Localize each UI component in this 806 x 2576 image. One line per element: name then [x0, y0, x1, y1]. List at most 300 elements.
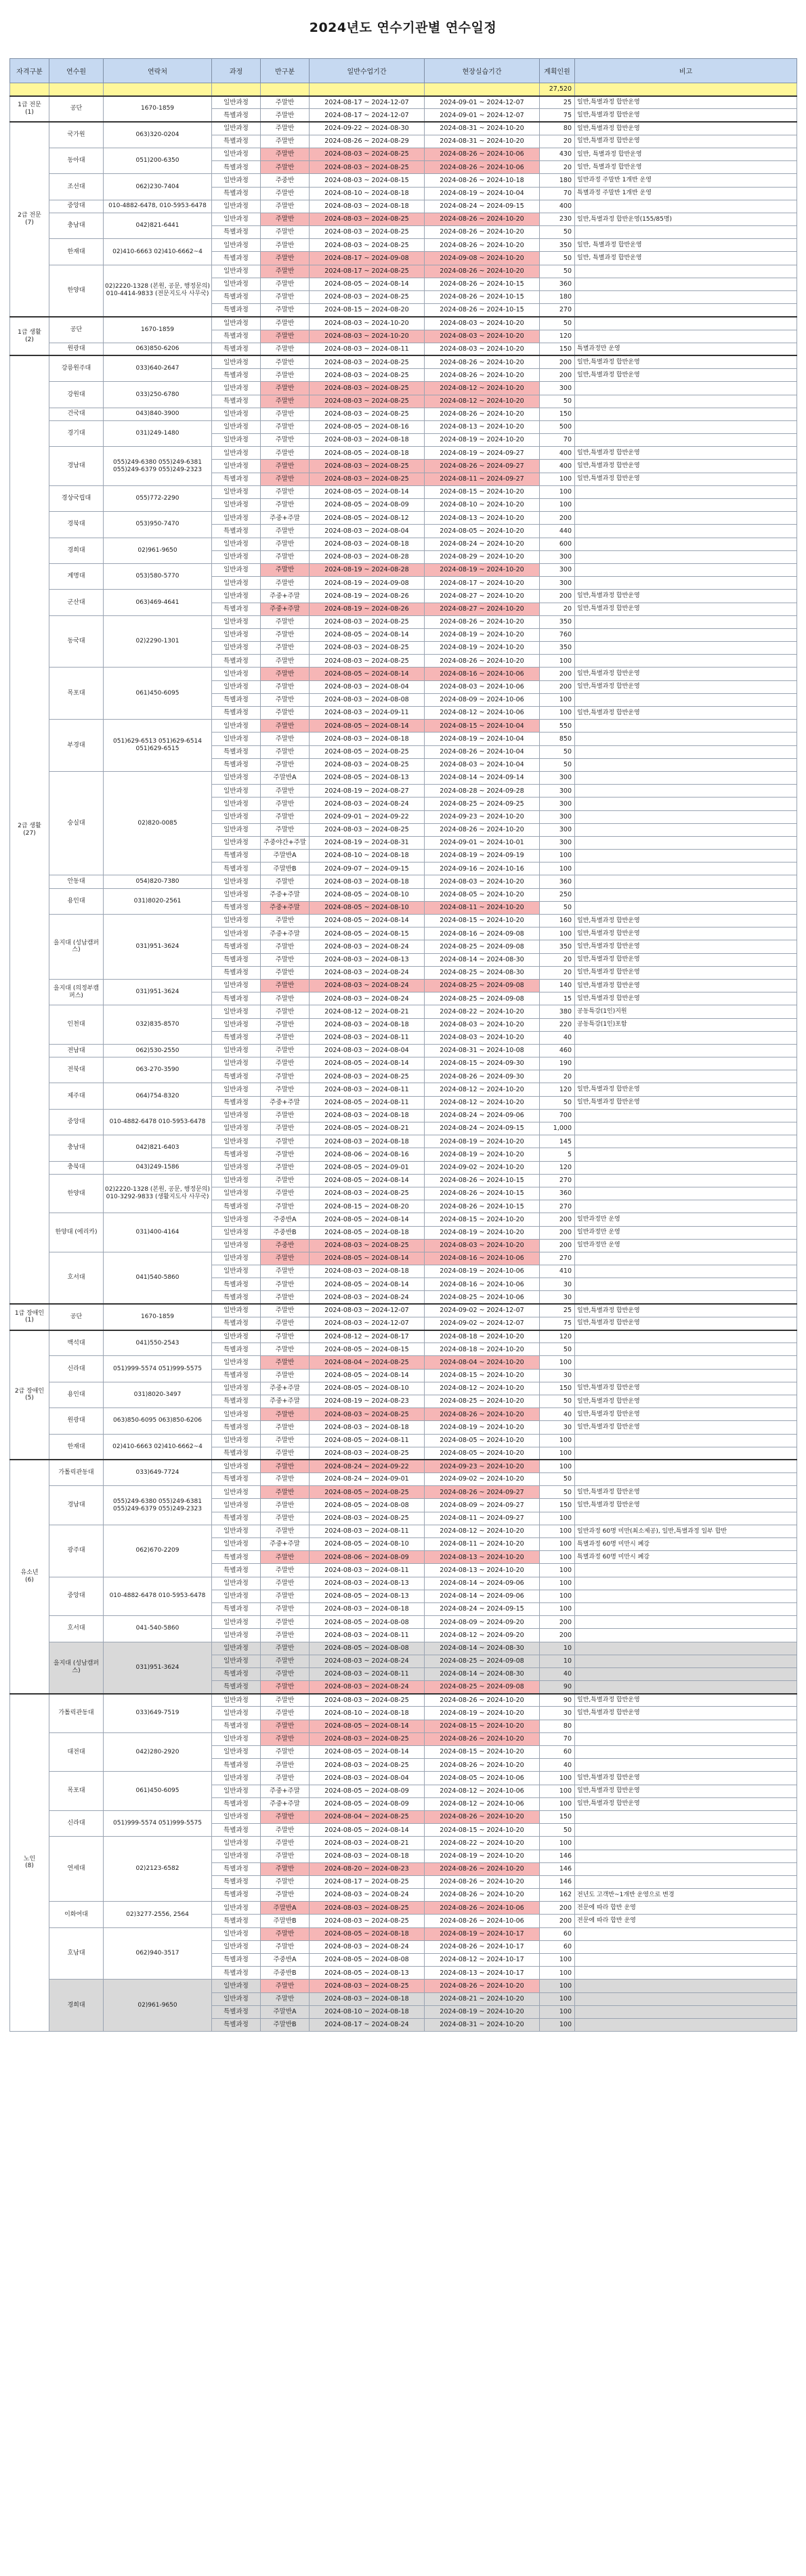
contact-cell: 043)249-1586	[104, 1161, 212, 1174]
lecture-period-cell: 2024-08-03 ~ 2024-08-25	[310, 291, 425, 304]
practice-period-cell: 2024-08-25 ~ 2024-09-25	[425, 798, 540, 810]
class-type-cell: 주말반	[261, 109, 310, 122]
remarks-cell: 일반,특별과정 합반운영	[575, 603, 797, 615]
course-cell: 특별과정	[212, 1759, 261, 1772]
table-row	[10, 343, 797, 355]
course-cell: 일반과정	[212, 1122, 261, 1135]
remarks-cell	[575, 1356, 797, 1369]
qualification-institute-count: (1)	[25, 108, 34, 116]
practice-period-cell: 2024-09-02 ~ 2024-12-07	[425, 1304, 540, 1317]
course-cell: 일반과정	[212, 590, 261, 603]
institute-cell: 계명대	[49, 563, 104, 589]
class-type-cell: 주말반	[261, 1772, 310, 1785]
institute-cell: 충북대	[49, 1161, 104, 1174]
planned-count-cell: 100	[540, 850, 575, 863]
planned-count-cell: 50	[540, 1824, 575, 1837]
practice-period-cell: 2024-08-09 ~ 2024-10-06	[425, 693, 540, 706]
planned-count-cell: 146	[540, 1850, 575, 1862]
remarks-cell: 일반, 특별과정 합반운영	[575, 148, 797, 160]
planned-count-cell: 430	[540, 148, 575, 160]
qualification-cell	[10, 1694, 49, 2032]
class-type-cell: 주말반	[261, 317, 310, 330]
course-cell: 일반과정	[212, 1850, 261, 1862]
practice-period-cell: 2024-08-09 ~ 2024-09-27	[425, 1499, 540, 1512]
planned-count-cell: 75	[540, 1317, 575, 1330]
planned-count-cell: 100	[540, 1434, 575, 1447]
course-cell: 일반과정	[212, 1018, 261, 1031]
practice-period-cell: 2024-08-12 ~ 2024-10-20	[425, 1083, 540, 1096]
table-row	[10, 1434, 797, 1447]
class-type-cell: 주말반	[261, 252, 310, 265]
lecture-period-cell: 2024-08-03 ~ 2024-08-11	[310, 1629, 425, 1642]
table-row	[10, 96, 797, 109]
practice-period-cell: 2024-08-19 ~ 2024-10-20	[425, 1226, 540, 1239]
planned-count-cell: 150	[540, 1382, 575, 1395]
planned-count-cell: 300	[540, 382, 575, 395]
practice-period-cell: 2024-08-25 ~ 2024-09-08	[425, 992, 540, 1005]
lecture-period-cell: 2024-08-03 ~ 2024-08-25	[310, 1694, 425, 1707]
planned-count-cell: 270	[540, 1252, 575, 1265]
class-type-cell: 주말반	[261, 720, 310, 733]
lecture-period-cell: 2024-08-17 ~ 2024-09-08	[310, 252, 425, 265]
practice-period-cell: 2024-08-12 ~ 2024-10-20	[425, 1525, 540, 1537]
practice-period-cell: 2024-08-26 ~ 2024-10-06	[425, 148, 540, 160]
class-type-cell: 주말반	[261, 1862, 310, 1875]
remarks-cell	[575, 1031, 797, 1044]
practice-period-cell: 2024-08-03 ~ 2024-10-20	[425, 875, 540, 888]
course-cell: 특별과정	[212, 1824, 261, 1837]
planned-count-cell: 300	[540, 823, 575, 836]
remarks-cell	[575, 785, 797, 798]
class-type-cell: 주중+주말	[261, 603, 310, 615]
planned-count-cell: 100	[540, 693, 575, 706]
page-title: 2024년도 연수기관별 연수일정	[309, 20, 497, 35]
institute-cell: 중앙대	[49, 200, 104, 213]
course-cell: 일반과정	[212, 836, 261, 849]
institute-cell: 경희대	[49, 538, 104, 563]
remarks-cell	[575, 1044, 797, 1057]
class-type-cell: 주말반	[261, 382, 310, 395]
lecture-period-cell: 2024-08-03 ~ 2024-08-25	[310, 1512, 425, 1525]
remarks-cell	[575, 1122, 797, 1135]
class-type-cell: 주중반A	[261, 1213, 310, 1226]
remarks-cell: 일반과정만 운영	[575, 1213, 797, 1226]
class-type-cell: 주중+주말	[261, 512, 310, 525]
lecture-period-cell: 2024-08-03 ~ 2024-08-25	[310, 1915, 425, 1927]
course-cell: 일반과정	[212, 1810, 261, 1823]
practice-period-cell: 2024-08-24 ~ 2024-09-15	[425, 200, 540, 213]
lecture-period-cell: 2024-08-06 ~ 2024-08-16	[310, 1148, 425, 1161]
course-cell: 일반과정	[212, 1525, 261, 1537]
institute-cell: 경남대	[49, 1486, 104, 1525]
practice-period-cell: 2024-08-26 ~ 2024-10-15	[425, 1174, 540, 1187]
planned-count-cell: 40	[540, 1759, 575, 1772]
class-type-cell: 주말반	[261, 940, 310, 953]
practice-period-cell: 2024-08-19 ~ 2024-10-20	[425, 563, 540, 576]
remarks-cell: 일반,특별과정 합반운영	[575, 940, 797, 953]
remarks-cell	[575, 291, 797, 304]
planned-count-cell: 1,000	[540, 1122, 575, 1135]
contact-cell: 02)410-6663 02)410-6662~4	[104, 239, 212, 265]
class-type-cell: 주말반	[261, 355, 310, 368]
contact-cell: 031)8020-3497	[104, 1382, 212, 1407]
lecture-period-cell: 2024-08-03 ~ 2024-08-18	[310, 1109, 425, 1122]
lecture-period-cell: 2024-08-05 ~ 2024-08-10	[310, 888, 425, 901]
lecture-period-cell: 2024-08-05 ~ 2024-08-14	[310, 1213, 425, 1226]
planned-count-cell: 100	[540, 499, 575, 512]
lecture-period-cell: 2024-08-03 ~ 2024-08-18	[310, 1992, 425, 2005]
contact-cell: 1670-1859	[104, 96, 212, 122]
class-type-cell: 주말반	[261, 615, 310, 628]
remarks-cell	[575, 395, 797, 408]
planned-count-cell: 146	[540, 1862, 575, 1875]
remarks-cell	[575, 888, 797, 901]
planned-count-cell: 600	[540, 538, 575, 550]
class-type-cell: 주말반	[261, 447, 310, 460]
class-type-cell: 주말반	[261, 707, 310, 720]
practice-period-cell: 2024-08-14 ~ 2024-08-30	[425, 1667, 540, 1680]
lecture-period-cell: 2024-08-03 ~ 2024-12-07	[310, 1317, 425, 1330]
table-row	[10, 1837, 797, 1850]
remarks-cell	[575, 615, 797, 628]
practice-period-cell: 2024-08-31 ~ 2024-10-20	[425, 135, 540, 148]
lecture-period-cell: 2024-08-05 ~ 2024-08-16	[310, 420, 425, 433]
remarks-cell	[575, 1759, 797, 1772]
contact-cell: 063)320-0204	[104, 122, 212, 148]
class-type-cell: 주말반	[261, 122, 310, 135]
course-cell: 특별과정	[212, 940, 261, 953]
course-cell: 일반과정	[212, 1629, 261, 1642]
course-cell: 특별과정	[212, 1291, 261, 1304]
class-type-cell: 주말반	[261, 1447, 310, 1460]
course-cell: 특별과정	[212, 953, 261, 966]
table-row	[10, 317, 797, 330]
class-type-cell: 주말반	[261, 1317, 310, 1330]
planned-count-cell: 200	[540, 1915, 575, 1927]
planned-count-cell: 200	[540, 1616, 575, 1629]
course-cell: 특별과정	[212, 109, 261, 122]
table-row	[10, 1460, 797, 1472]
planned-count-cell: 200	[540, 668, 575, 680]
class-type-cell: 주말반	[261, 979, 310, 992]
class-type-cell: 주말반	[261, 1980, 310, 1992]
course-cell: 일반과정	[212, 642, 261, 655]
remarks-cell	[575, 1252, 797, 1265]
lecture-period-cell: 2024-08-05 ~ 2024-08-14	[310, 278, 425, 290]
contact-cell: 042)821-6403	[104, 1135, 212, 1161]
course-cell: 일반과정	[212, 888, 261, 901]
table-row	[10, 265, 797, 278]
remarks-cell: 일반,특별과정 합반운영	[575, 1421, 797, 1434]
practice-period-cell: 2024-08-26 ~ 2024-10-15	[425, 278, 540, 290]
remarks-cell: 일반,특별과정 합반운영	[575, 1382, 797, 1395]
course-cell: 일반과정	[212, 538, 261, 550]
practice-period-cell: 2024-08-25 ~ 2024-10-06	[425, 1291, 540, 1304]
planned-count-cell: 40	[540, 1408, 575, 1421]
class-type-cell: 주중+주말	[261, 927, 310, 940]
qualification-cell	[10, 1304, 49, 1330]
class-type-cell: 주중야간+주말	[261, 836, 310, 849]
lecture-period-cell: 2024-08-03 ~ 2024-08-25	[310, 823, 425, 836]
remarks-cell	[575, 1642, 797, 1655]
class-type-cell: 주말반	[261, 745, 310, 758]
planned-count-cell: 200	[540, 355, 575, 368]
practice-period-cell: 2024-08-26 ~ 2024-10-20	[425, 1759, 540, 1772]
institute-cell: 전북대	[49, 1057, 104, 1083]
planned-count-cell: 410	[540, 1265, 575, 1278]
table-row	[10, 213, 797, 225]
practice-period-cell: 2024-08-25 ~ 2024-09-08	[425, 1681, 540, 1694]
remarks-cell	[575, 720, 797, 733]
course-cell: 특별과정	[212, 603, 261, 615]
contact-cell: 031)951-3624	[104, 979, 212, 1005]
remarks-cell	[575, 758, 797, 771]
table-row	[10, 1109, 797, 1122]
practice-period-cell: 2024-08-19 ~ 2024-09-19	[425, 850, 540, 863]
practice-period-cell: 2024-08-12 ~ 2024-10-20	[425, 382, 540, 395]
lecture-period-cell: 2024-08-03 ~ 2024-08-04	[310, 1044, 425, 1057]
course-cell: 일반과정	[212, 1486, 261, 1499]
class-type-cell: 주말반	[261, 239, 310, 252]
course-cell: 일반과정	[212, 875, 261, 888]
practice-period-cell: 2024-08-03 ~ 2024-10-20	[425, 343, 540, 355]
qualification-name: 2급 장애인	[14, 1387, 45, 1395]
table-row	[10, 1732, 797, 1745]
remarks-cell: 일반,특별과정 합반운영	[575, 135, 797, 148]
course-cell: 특별과정	[212, 1797, 261, 1810]
lecture-period-cell: 2024-09-01 ~ 2024-09-22	[310, 810, 425, 823]
lecture-period-cell: 2024-08-05 ~ 2024-08-14	[310, 1369, 425, 1382]
course-cell: 일반과정	[212, 1980, 261, 1992]
qualification-name: 1급 장애인	[14, 1309, 45, 1317]
qualification-cell	[10, 1330, 49, 1460]
total-blank	[575, 83, 797, 96]
lecture-period-cell: 2024-08-03 ~ 2024-08-18	[310, 875, 425, 888]
lecture-period-cell: 2024-08-03 ~ 2024-08-11	[310, 343, 425, 355]
practice-period-cell: 2024-08-31 ~ 2024-10-20	[425, 122, 540, 135]
course-cell: 특별과정	[212, 473, 261, 485]
practice-period-cell: 2024-08-13 ~ 2024-10-17	[425, 1967, 540, 1980]
class-type-cell: 주말반	[261, 668, 310, 680]
class-type-cell: 주말반	[261, 1304, 310, 1317]
institute-cell: 원광대	[49, 1408, 104, 1434]
practice-period-cell: 2024-08-19 ~ 2024-10-17	[425, 1927, 540, 1940]
planned-count-cell: 100	[540, 1602, 575, 1615]
planned-count-cell: 20	[540, 603, 575, 615]
planned-count-cell: 75	[540, 109, 575, 122]
contact-cell: 033)649-7519	[104, 1694, 212, 1733]
qualification-name: 1급 전문	[18, 102, 41, 109]
course-cell: 일반과정	[212, 122, 261, 135]
class-type-cell: 주말반	[261, 1824, 310, 1837]
practice-period-cell: 2024-08-26 ~ 2024-10-06	[425, 1915, 540, 1927]
lecture-period-cell: 2024-08-26 ~ 2024-08-29	[310, 135, 425, 148]
remarks-cell	[575, 1330, 797, 1343]
course-cell: 특별과정	[212, 707, 261, 720]
qualification-institute-count: (5)	[25, 1395, 34, 1402]
contact-cell: 055)249-6380 055)249-6381 055)249-6379 055)249-2323	[104, 1486, 212, 1525]
planned-count-cell: 100	[540, 1980, 575, 1992]
planned-count-cell: 300	[540, 771, 575, 784]
contact-cell: 031)400-4164	[104, 1213, 212, 1252]
course-cell: 일반과정	[212, 499, 261, 512]
institute-cell: 한양대	[49, 1174, 104, 1213]
practice-period-cell: 2024-08-19 ~ 2024-10-04	[425, 187, 540, 200]
course-cell: 일반과정	[212, 355, 261, 368]
course-cell: 일반과정	[212, 1590, 261, 1602]
practice-period-cell: 2024-08-24 ~ 2024-10-20	[425, 538, 540, 550]
class-type-cell: 주말반	[261, 1875, 310, 1888]
course-cell: 일반과정	[212, 810, 261, 823]
lecture-period-cell: 2024-08-19 ~ 2024-08-28	[310, 563, 425, 576]
course-cell: 특별과정	[212, 395, 261, 408]
class-type-cell: 주말반	[261, 278, 310, 290]
lecture-period-cell: 2024-08-03 ~ 2024-08-28	[310, 550, 425, 563]
remarks-cell: 공동특강(1인)포함	[575, 1018, 797, 1031]
practice-period-cell: 2024-08-14 ~ 2024-09-06	[425, 1590, 540, 1602]
table-row	[10, 979, 797, 992]
practice-period-cell: 2024-08-26 ~ 2024-10-15	[425, 291, 540, 304]
practice-period-cell: 2024-08-19 ~ 2024-09-27	[425, 447, 540, 460]
lecture-period-cell: 2024-08-03 ~ 2024-08-25	[310, 615, 425, 628]
table-row	[10, 668, 797, 680]
planned-count-cell: 100	[540, 655, 575, 668]
remarks-cell: 일반,특별과정 합반운영	[575, 1499, 797, 1512]
table-row	[10, 1174, 797, 1187]
planned-count-cell: 120	[540, 1330, 575, 1343]
institute-cell: 조선대	[49, 174, 104, 200]
planned-count-cell: 50	[540, 745, 575, 758]
class-type-cell: 주중+주말	[261, 1797, 310, 1810]
lecture-period-cell: 2024-08-17 ~ 2024-08-25	[310, 265, 425, 278]
remarks-cell	[575, 901, 797, 914]
planned-count-cell: 30	[540, 1291, 575, 1304]
practice-period-cell: 2024-08-05 ~ 2024-10-20	[425, 525, 540, 538]
practice-period-cell: 2024-08-26 ~ 2024-10-20	[425, 239, 540, 252]
remarks-cell: 일반,특별과정 합반운영	[575, 1317, 797, 1330]
lecture-period-cell: 2024-08-03 ~ 2024-08-18	[310, 733, 425, 745]
practice-period-cell: 2024-08-26 ~ 2024-10-20	[425, 408, 540, 420]
course-cell: 특별과정	[212, 1421, 261, 1434]
course-cell: 특별과정	[212, 1200, 261, 1213]
practice-period-cell: 2024-09-23 ~ 2024-10-20	[425, 810, 540, 823]
lecture-period-cell: 2024-08-03 ~ 2024-08-25	[310, 382, 425, 395]
planned-count-cell: 350	[540, 642, 575, 655]
lecture-period-cell: 2024-08-05 ~ 2024-08-08	[310, 1499, 425, 1512]
practice-period-cell: 2024-08-12 ~ 2024-10-20	[425, 1096, 540, 1109]
table-row	[10, 1902, 797, 1915]
course-cell: 특별과정	[212, 1317, 261, 1330]
lecture-period-cell: 2024-08-10 ~ 2024-08-18	[310, 2005, 425, 2018]
planned-count-cell: 200	[540, 369, 575, 382]
course-cell: 일반과정	[212, 1005, 261, 1018]
practice-period-cell: 2024-08-18 ~ 2024-10-20	[425, 1330, 540, 1343]
class-type-cell: 주말반	[261, 1148, 310, 1161]
planned-count-cell: 162	[540, 1889, 575, 1902]
institute-cell: 군산대	[49, 590, 104, 615]
lecture-period-cell: 2024-08-06 ~ 2024-08-09	[310, 1551, 425, 1564]
class-type-cell: 주말반	[261, 1408, 310, 1421]
remarks-cell: 일반,특별과정 합반운영	[575, 1772, 797, 1785]
table-row	[10, 1525, 797, 1537]
class-type-cell: 주말반	[261, 1629, 310, 1642]
planned-count-cell: 20	[540, 161, 575, 174]
class-type-cell: 주말반B	[261, 863, 310, 875]
remarks-cell: 일반,특별과정 합반운영	[575, 1785, 797, 1797]
col-header-institute: 연수원	[49, 59, 104, 83]
remarks-cell	[575, 1161, 797, 1174]
planned-count-cell: 100	[540, 1512, 575, 1525]
remarks-cell	[575, 1473, 797, 1486]
remarks-cell	[575, 485, 797, 498]
course-cell: 일반과정	[212, 1408, 261, 1421]
course-cell: 일반과정	[212, 1109, 261, 1122]
institute-cell: 제주대	[49, 1083, 104, 1109]
remarks-cell	[575, 1512, 797, 1525]
lecture-period-cell: 2024-08-24 ~ 2024-09-01	[310, 1473, 425, 1486]
col-header-contact: 연락처	[104, 59, 212, 83]
class-type-cell: 주말반	[261, 161, 310, 174]
institute-cell: 신라대	[49, 1810, 104, 1836]
remarks-cell	[575, 226, 797, 239]
course-cell: 일반과정	[212, 1057, 261, 1070]
institute-cell: 가톨릭관동대	[49, 1694, 104, 1733]
practice-period-cell: 2024-08-27 ~ 2024-10-20	[425, 603, 540, 615]
course-cell: 특별과정	[212, 330, 261, 343]
practice-period-cell: 2024-08-26 ~ 2024-10-18	[425, 174, 540, 187]
class-type-cell: 주중반B	[261, 1226, 310, 1239]
course-cell: 일반과정	[212, 1772, 261, 1785]
planned-count-cell: 70	[540, 1732, 575, 1745]
course-cell: 특별과정	[212, 1447, 261, 1460]
practice-period-cell: 2024-08-13 ~ 2024-10-20	[425, 1564, 540, 1577]
class-type-cell: 주말반	[261, 1005, 310, 1018]
practice-period-cell: 2024-09-01 ~ 2024-12-07	[425, 109, 540, 122]
remarks-cell	[575, 1824, 797, 1837]
course-cell: 특별과정	[212, 901, 261, 914]
table-row	[10, 408, 797, 420]
course-cell: 일반과정	[212, 265, 261, 278]
course-cell: 일반과정	[212, 1992, 261, 2005]
institute-cell: 인천대	[49, 1005, 104, 1045]
lecture-period-cell: 2024-08-03 ~ 2024-08-11	[310, 1564, 425, 1577]
class-type-cell: 주말반	[261, 1473, 310, 1486]
institute-cell: 한재대	[49, 239, 104, 265]
lecture-period-cell: 2024-08-05 ~ 2024-08-12	[310, 512, 425, 525]
course-cell: 일반과정	[212, 798, 261, 810]
contact-cell: 031)8020-2561	[104, 888, 212, 914]
contact-cell: 033)250-6780	[104, 382, 212, 408]
practice-period-cell: 2024-08-03 ~ 2024-10-20	[425, 1018, 540, 1031]
practice-period-cell: 2024-08-03 ~ 2024-10-04	[425, 758, 540, 771]
institute-cell: 부경대	[49, 720, 104, 772]
class-type-cell: 주말반	[261, 1031, 310, 1044]
remarks-cell	[575, 1850, 797, 1862]
remarks-cell	[575, 798, 797, 810]
lecture-period-cell: 2024-08-03 ~ 2024-08-24	[310, 1940, 425, 1953]
class-type-cell: 주말반	[261, 1667, 310, 1680]
class-type-cell: 주말반	[261, 1602, 310, 1615]
remarks-cell	[575, 330, 797, 343]
practice-period-cell: 2024-08-19 ~ 2024-10-20	[425, 2005, 540, 2018]
course-cell: 특별과정	[212, 1395, 261, 1407]
planned-count-cell: 20	[540, 966, 575, 979]
practice-period-cell: 2024-09-01 ~ 2024-12-07	[425, 96, 540, 109]
table-row	[10, 174, 797, 187]
planned-count-cell: 200	[540, 590, 575, 603]
remarks-cell: 일반과정만 운영	[575, 1226, 797, 1239]
class-type-cell: 주말반	[261, 758, 310, 771]
